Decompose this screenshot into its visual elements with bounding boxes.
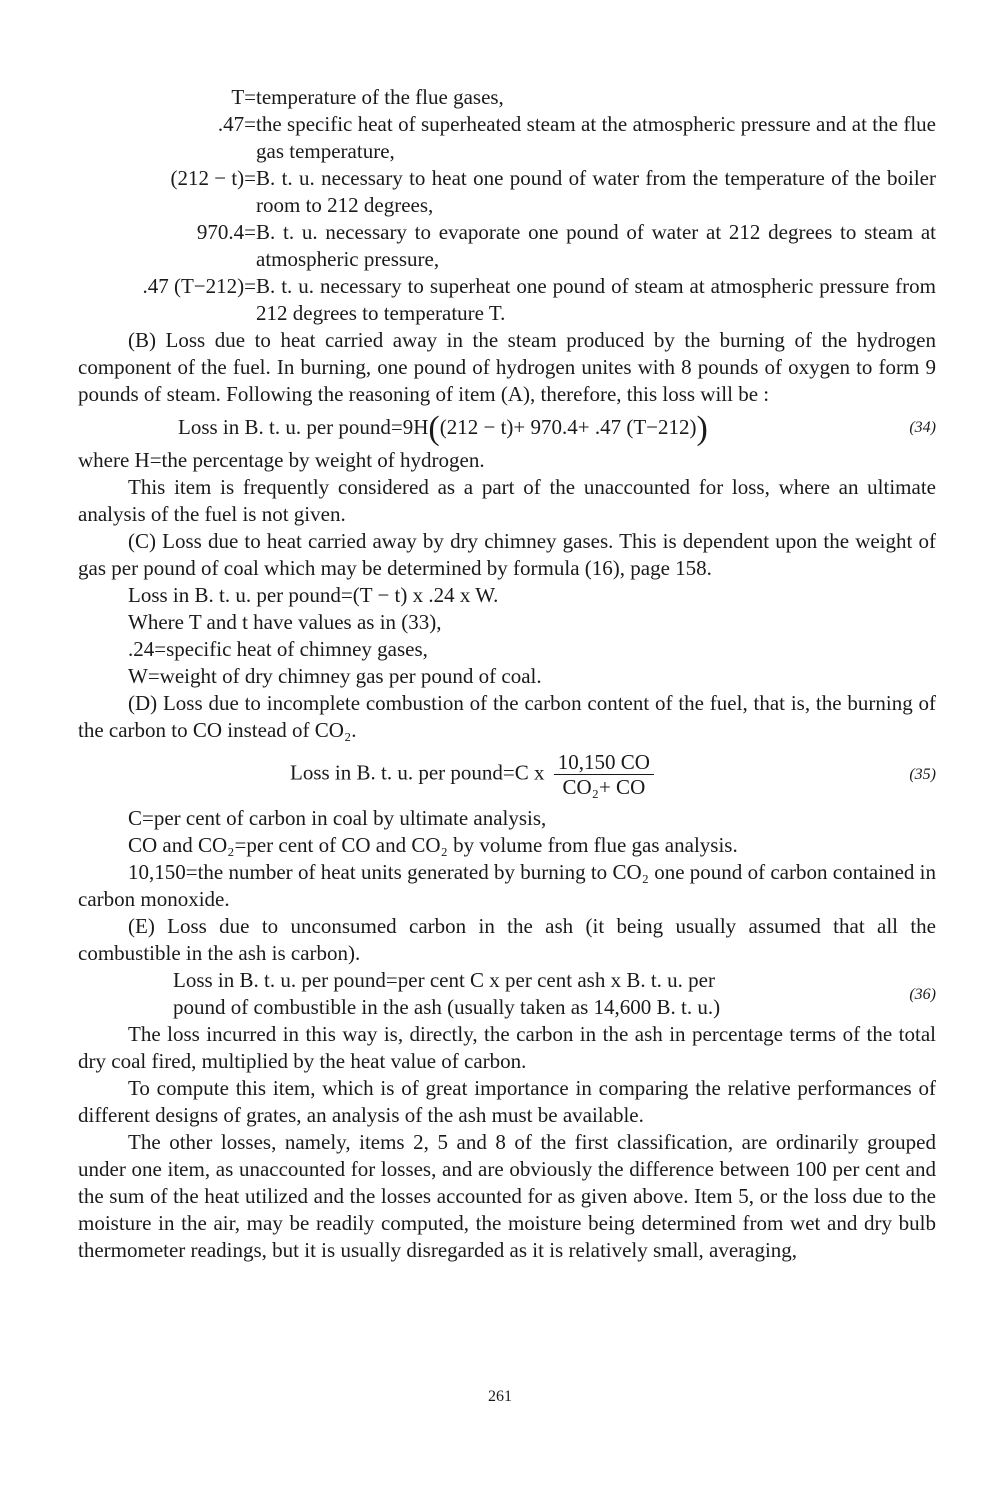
definition-term: .47 (T−212)= xyxy=(142,274,256,298)
where-h-line: where H=the percentage by weight of hydrogen. xyxy=(78,448,485,472)
definition-evaporate xyxy=(78,219,936,273)
definition-term: (212 − t)= xyxy=(170,166,256,190)
definition-text: temperature of the flue gases, xyxy=(256,85,504,109)
section-e-other-losses-paragraph: The other losses, namely, items 2, 5 and 8 of the first classification, are ordinarily grouped under one item, as unaccounted for losses, and are obviously the difference between 100 per cent and the sum of the heat utilized and the losses accounted for as given above. Item 5, or the loss due to the moisture in the air, may be readily computed, the moisture being determined from wet and dry bulb thermometer readings, but it is usually disregarded as it is relatively small, averaging, xyxy=(78,1130,936,1262)
definition-t xyxy=(78,84,936,111)
fraction-denominator: CO₂+ CO xyxy=(562,775,646,799)
definition-superheat xyxy=(78,273,936,327)
equation-body: (212 − t)+ 970.4+ .47 (T−212) xyxy=(439,415,697,439)
equation-36 xyxy=(78,967,936,1021)
page-number: 261 xyxy=(488,1388,512,1405)
section-d-co: CO and CO₂=per cent of CO and CO₂ by volume from flue gas analysis. xyxy=(128,833,738,857)
equation-number: (35) xyxy=(909,766,936,783)
definition-term: 970.4= xyxy=(196,220,256,244)
definition-specific-heat xyxy=(78,111,936,165)
section-c-where: Where T and t have values as in (33), xyxy=(128,610,442,634)
section-d-carbon: C=per cent of carbon in coal by ultimate analysis, xyxy=(128,806,547,830)
definition-term: .47= xyxy=(217,112,256,136)
section-d-paragraph: (D) Loss due to incomplete combustion of the carbon content of the fuel, that is, the burning of the carbon to CO instead of CO₂. xyxy=(78,691,936,742)
definition-text: the specific heat of superheated steam at the atmospheric pressure and at the flue gas temperature, xyxy=(256,112,936,163)
section-e-loss-paragraph: The loss incurred in this way is, directly, the carbon in the ash in percentage terms of the total dry coal fired, multiplied by the heat value of carbon. xyxy=(78,1022,936,1073)
equation-number: (34) xyxy=(909,419,936,436)
equation-line-2: pound of combustible in the ash (usually taken as 14,600 B. t. u.) xyxy=(173,995,721,1019)
equation-fraction xyxy=(554,750,654,799)
definition-term: T= xyxy=(231,85,256,109)
equation-lhs: Loss in B. t. u. per pound=C x xyxy=(290,760,545,785)
definition-list xyxy=(78,84,936,327)
section-b-note: This item is frequently considered as a part of the unaccounted for loss, where an ultimate analysis of the fuel is not given. xyxy=(78,475,936,526)
section-e-compute-paragraph: To compute this item, which is of great importance in comparing the relative performances of different designs of grates, an analysis of the ash must be available. xyxy=(78,1076,936,1127)
section-d-heat-units: 10,150=the number of heat units generated by burning to CO₂ one pound of carbon contained in carbon monoxide. xyxy=(78,860,936,911)
section-c-paragraph: (C) Loss due to heat carried away by dry chimney gases. This is dependent upon the weight of gas per pound of coal which may be determined by formula (16), page 158. xyxy=(78,529,936,580)
equation-35 xyxy=(78,750,936,799)
equation-number: (36) xyxy=(909,985,936,1003)
page-body xyxy=(78,84,936,1264)
definition-text: B. t. u. necessary to evaporate one pound of water at 212 degrees to steam at atmospheric pressure, xyxy=(256,220,936,271)
section-c-weight: W=weight of dry chimney gas per pound of coal. xyxy=(128,664,542,688)
section-c-specific-heat: .24=specific heat of chimney gases, xyxy=(128,637,428,661)
section-e-paragraph: (E) Loss due to unconsumed carbon in the ash (it being usually assumed that all the combustible in the ash is carbon). xyxy=(78,914,936,965)
equation-line-1: Loss in B. t. u. per pound=per cent C x per cent ash x B. t. u. per xyxy=(173,968,715,992)
equation-lhs: Loss in B. t. u. per pound=9H xyxy=(178,415,429,439)
definition-text: B. t. u. necessary to heat one pound of water from the temperature of the boiler room to 212 degrees, xyxy=(256,166,936,217)
definition-text: B. t. u. necessary to superheat one pound of steam at atmospheric pressure from 212 degrees to temperature T. xyxy=(256,274,936,325)
section-c-formula: Loss in B. t. u. per pound=(T − t) x .24 x W. xyxy=(128,583,499,607)
equation-34: Loss in B. t. u. per pound=9H((212 − t)+ 970.4+ .47 (T−212)) (34) xyxy=(178,410,936,448)
section-b-paragraph: (B) Loss due to heat carried away in the steam produced by the burning of the hydrogen component of the fuel. In burning, one pound of hydrogen unites with 8 pounds of oxygen to form 9 pounds of steam. Following the reasoning of item (A), therefore, this loss will be : xyxy=(78,328,936,406)
definition-heat-water xyxy=(78,165,936,219)
fraction-numerator: 10,150 CO xyxy=(554,750,654,775)
